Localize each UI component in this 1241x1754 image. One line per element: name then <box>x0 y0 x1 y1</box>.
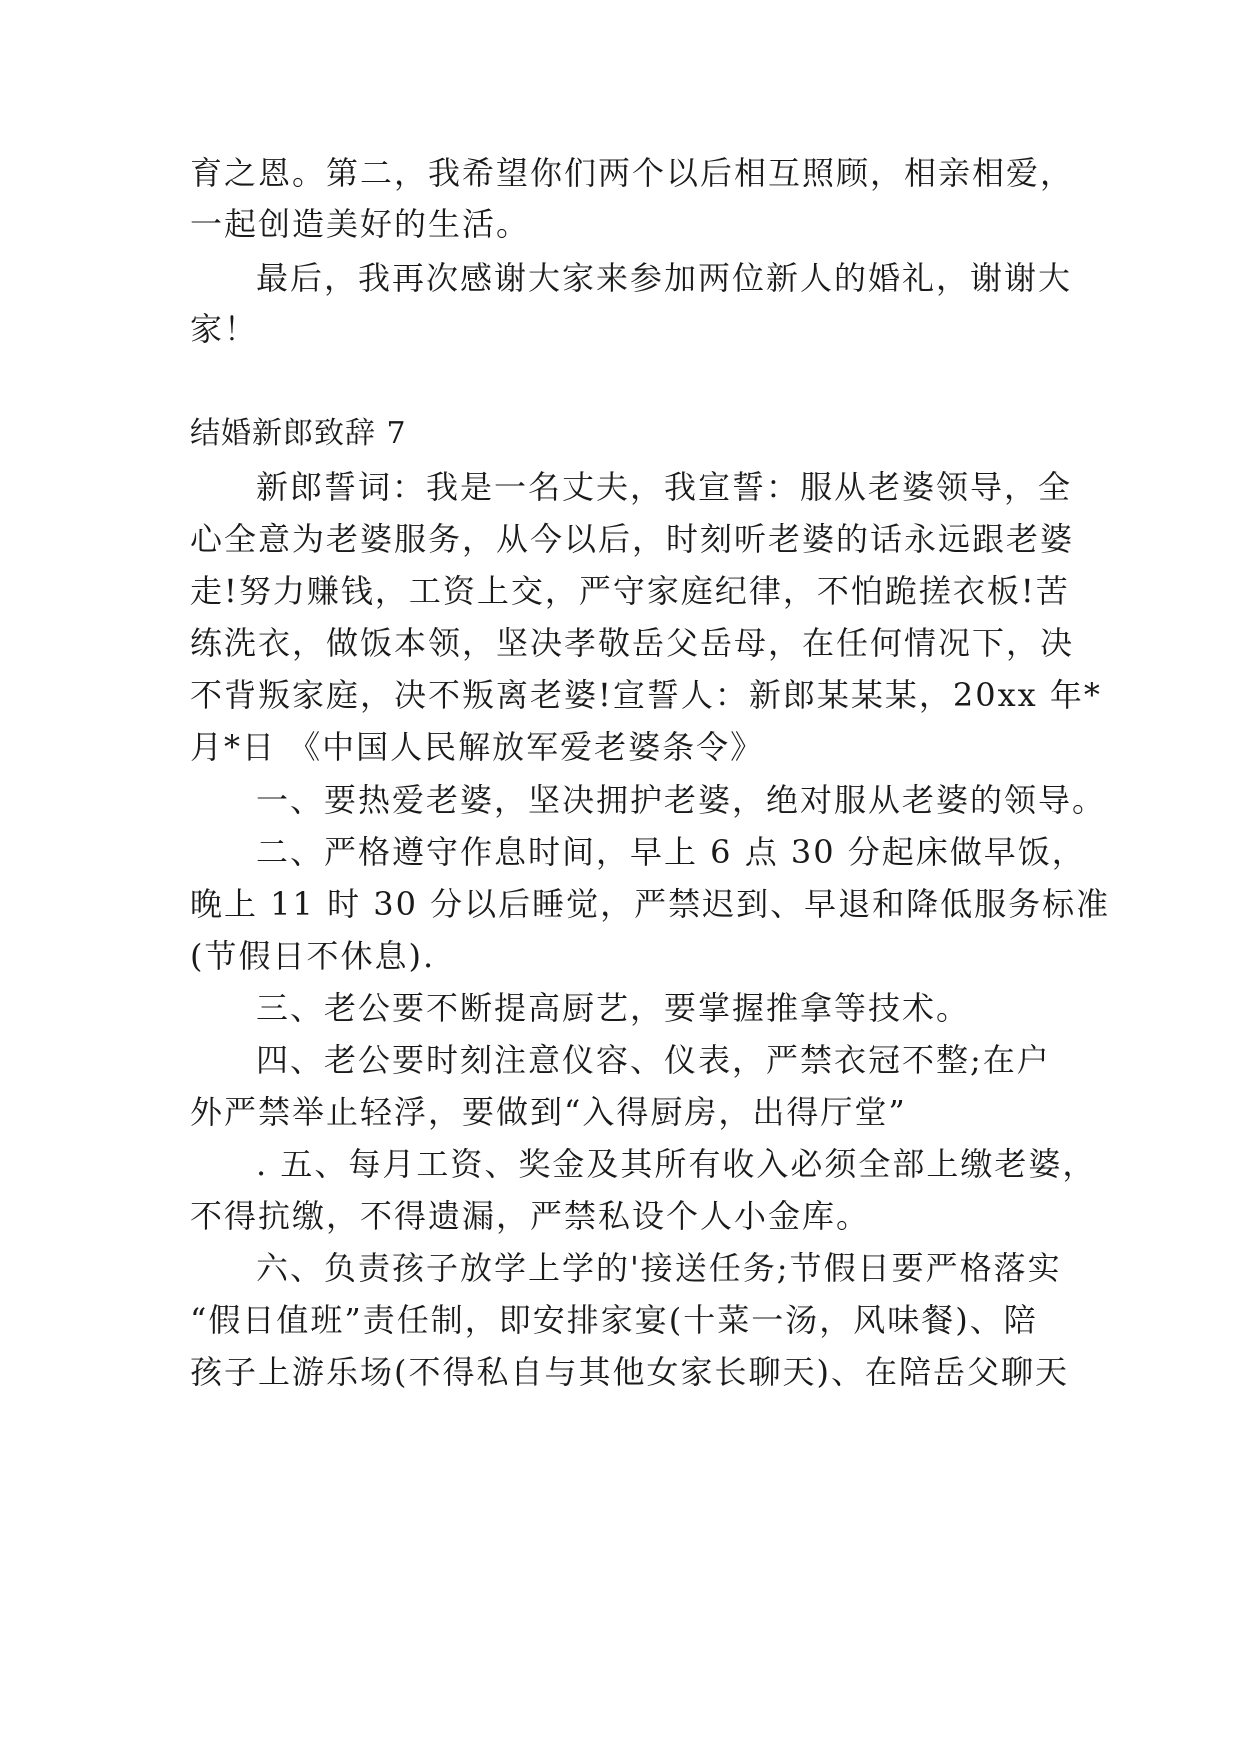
text-line: (节假日不休息). <box>190 937 436 975</box>
text-line: 六、负责孩子放学上学的'接送任务;节假日要严格落实 <box>256 1249 1062 1287</box>
text-line: 孩子上游乐场(不得私自与其他女家长聊天)、在陪岳父聊天 <box>190 1353 1069 1391</box>
text-line: 最后，我再次感谢大家来参加两位新人的婚礼，谢谢大 <box>256 259 1073 297</box>
text-line: 练洗衣，做饭本领，坚决孝敬岳父岳母，在任何情况下，决 <box>190 624 1075 662</box>
text-line: 二、严格遵守作息时间，早上 6 点 30 分起床做早饭， <box>256 833 1086 871</box>
text-line: 四、老公要时刻注意仪容、仪表，严禁衣冠不整;在户 <box>256 1041 1051 1079</box>
text-line: 走!努力赚钱，工资上交，严守家庭纪律，不怕跪搓衣板!苦 <box>190 572 1070 610</box>
text-line: “假日值班”责任制，即安排家宴(十菜一汤，风味餐)、陪 <box>190 1301 1038 1339</box>
section-heading: 结婚新郎致辞 7 <box>190 416 407 451</box>
text-line: 月*日 《中国人民解放军爱老婆条令》 <box>190 728 765 766</box>
text-line: 不得抗缴，不得遗漏，严禁私设个人小金库。 <box>190 1197 871 1235</box>
text-line: 育之恩。第二，我希望你们两个以后相互照顾，相亲相爱， <box>190 154 1075 192</box>
text-line: 三、老公要不断提高厨艺，要掌握推拿等技术。 <box>256 989 971 1027</box>
text-line: 新郎誓词：我是一名丈夫，我宣誓：服从老婆领导，全 <box>256 468 1073 506</box>
text-line: 晚上 11 时 30 分以后睡觉，严禁迟到、早退和降低服务标准 <box>190 885 1111 923</box>
text-line: 一、要热爱老婆，坚决拥护老婆，绝对服从老婆的领导。 <box>256 781 1107 819</box>
text-line: 外严禁举止轻浮，要做到“入得厨房，出得厅堂” <box>190 1093 907 1131</box>
text-line: 不背叛家庭，决不叛离老婆!宣誓人：新郎某某某，20xx 年* <box>190 676 1102 714</box>
text-line: 一起创造美好的生活。 <box>190 205 531 243</box>
text-line: 家！ <box>190 310 259 348</box>
text-line: . 五、每月工资、奖金及其所有收入必须全部上缴老婆， <box>256 1145 1097 1183</box>
text-line: 心全意为老婆服务，从今以后，时刻听老婆的话永远跟老婆 <box>190 520 1075 558</box>
